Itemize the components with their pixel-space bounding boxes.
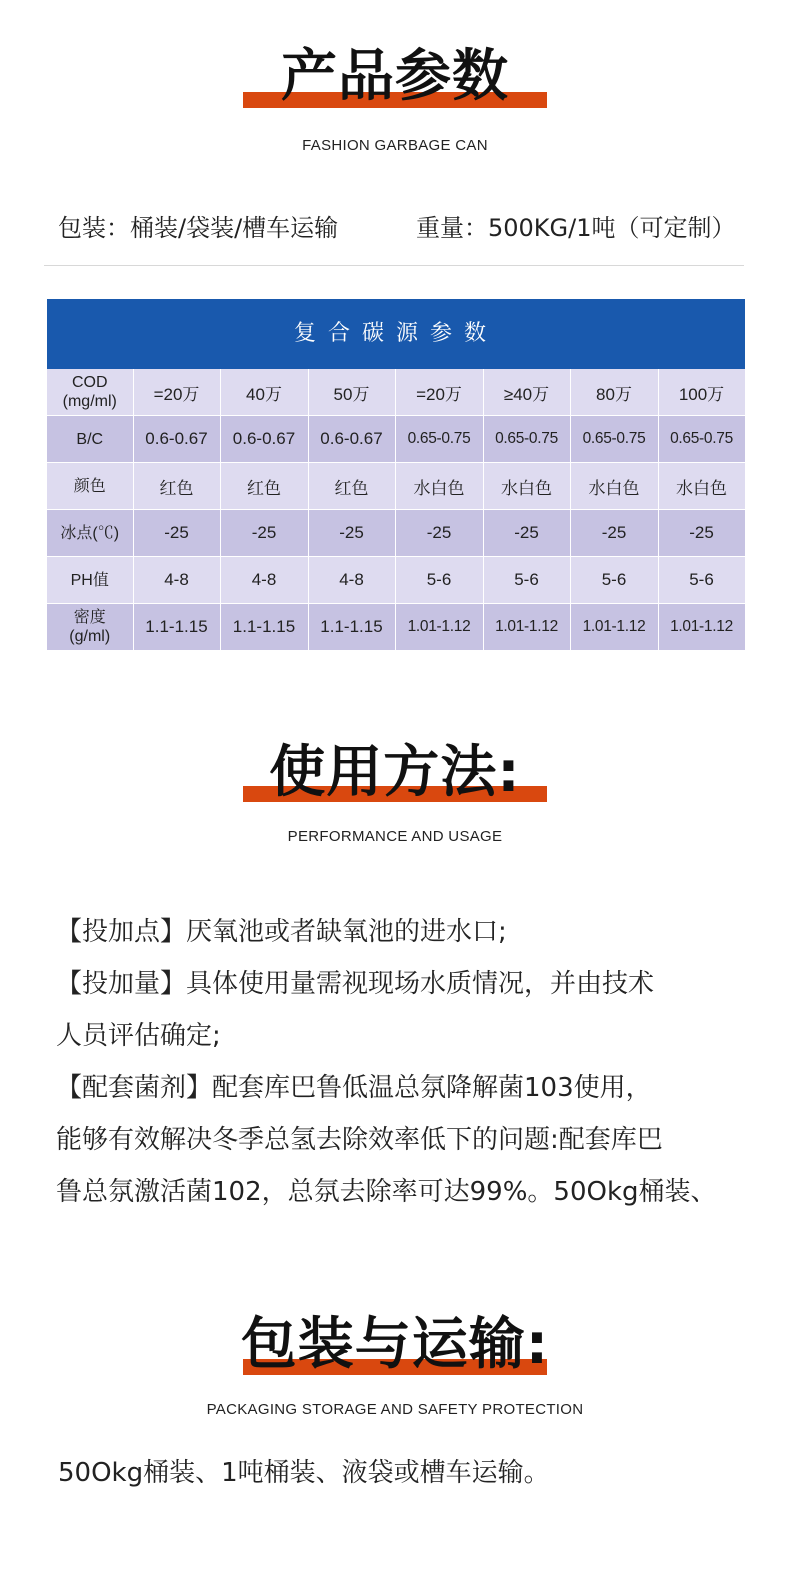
table-cell: 水白色: [395, 463, 483, 510]
row-label: [47, 604, 133, 651]
table-cell: 0.6-0.67: [308, 416, 395, 463]
packaging-text: 包装：桶装/袋装/槽车运输: [58, 214, 339, 242]
table-cell: 红色: [220, 463, 308, 510]
table-cell: =20万: [395, 369, 483, 416]
row-label-line: B/C: [76, 430, 104, 448]
table-cell: 1.1-1.15: [308, 604, 395, 651]
shipping-text: 50Okg桶装、1吨桶装、液袋或槽车运输。: [58, 1458, 550, 1488]
section-header-usage: [0, 738, 790, 845]
table-row: [47, 604, 745, 651]
packaging-info: [58, 208, 736, 243]
table-cell: 0.65-0.75: [483, 416, 570, 463]
row-label-line: COD: [71, 374, 108, 391]
row-label: [47, 416, 133, 463]
usage-line: 鲁总氛激活菌102，总氛去除率可达99%。50Okg桶装、: [56, 1177, 717, 1207]
table-cell: 水白色: [483, 463, 570, 510]
table-header: 复合碳源参数: [47, 299, 745, 369]
section-subtitle: FASHION GARBAGE CAN: [302, 137, 488, 154]
table-cell: 5-6: [658, 557, 745, 604]
usage-line: 能够有效解决冬季总氢去除效率低下的问题:配套库巴: [56, 1125, 663, 1155]
section-header-packaging: [0, 1310, 790, 1418]
usage-line: 人员评估确定;: [56, 1021, 221, 1051]
row-label-line: (mg/ml): [62, 393, 117, 410]
table-row: [47, 463, 745, 510]
table-cell: 1.01-1.12: [483, 604, 570, 651]
table-cell: 5-6: [570, 557, 658, 604]
table-cell: 0.65-0.75: [658, 416, 745, 463]
table-cell: 80万: [570, 369, 658, 416]
table-cell: -25: [570, 510, 658, 557]
section-title-wrap: [241, 1310, 549, 1380]
table-cell: =20万: [133, 369, 220, 416]
table-cell: 1.01-1.12: [570, 604, 658, 651]
row-label-line: 冰点(℃): [60, 524, 120, 542]
table-cell: 0.6-0.67: [220, 416, 308, 463]
section-subtitle: PERFORMANCE AND USAGE: [287, 828, 503, 845]
table-cell: 4-8: [220, 557, 308, 604]
usage-line: 【投加量】具体使用量需视现场水质情况，并由技术: [56, 969, 655, 999]
table-cell: 1.1-1.15: [133, 604, 220, 651]
table-cell: 5-6: [395, 557, 483, 604]
row-label-line: PH值: [70, 571, 109, 589]
table-cell: 50万: [308, 369, 395, 416]
table-cell: ≥40万: [483, 369, 570, 416]
usage-line: 【投加点】厌氧池或者缺氧池的进水口;: [56, 917, 507, 947]
row-label: [47, 369, 133, 416]
table-cell: 1.01-1.12: [658, 604, 745, 651]
table-cell: -25: [483, 510, 570, 557]
table-cell: -25: [220, 510, 308, 557]
section-subtitle: PACKAGING STORAGE AND SAFETY PROTECTION: [206, 1401, 584, 1418]
table-cell: 1.01-1.12: [395, 604, 483, 651]
row-label: [47, 557, 133, 604]
params-table-body: [47, 369, 746, 651]
section-title: 包装与运输:: [240, 1312, 550, 1377]
table-cell: 水白色: [658, 463, 745, 510]
table-row: [47, 416, 745, 463]
table-row: [47, 369, 745, 416]
table-cell: 红色: [133, 463, 220, 510]
table-cell: 1.1-1.15: [220, 604, 308, 651]
section-title: 产品参数: [281, 44, 509, 109]
table-cell: 0.65-0.75: [570, 416, 658, 463]
table-cell: 红色: [308, 463, 395, 510]
section-title: 使用方法:: [269, 740, 521, 805]
row-label-line: (g/ml): [69, 628, 111, 645]
section-title-wrap: [281, 42, 509, 112]
table-cell: 0.65-0.75: [395, 416, 483, 463]
table-cell: -25: [133, 510, 220, 557]
table-cell: 4-8: [308, 557, 395, 604]
section-title-wrap: [269, 738, 520, 808]
weight-text: 重量：500KG/1吨（可定制）: [416, 214, 736, 242]
table-cell: -25: [658, 510, 745, 557]
table-cell: 水白色: [570, 463, 658, 510]
table-cell: -25: [395, 510, 483, 557]
table-cell: -25: [308, 510, 395, 557]
table-cell: 4-8: [133, 557, 220, 604]
table-cell: 0.6-0.67: [133, 416, 220, 463]
row-label-line: 颜色: [73, 477, 106, 495]
section-header-product-params: [0, 42, 790, 154]
table-row: [47, 557, 745, 604]
table-row: [47, 510, 745, 557]
row-label: [47, 463, 133, 510]
usage-line: 【配套菌剂】配套库巴鲁低温总氛降解菌103使用，: [56, 1073, 652, 1103]
usage-text-block: [56, 906, 790, 1218]
params-table: [47, 299, 745, 651]
row-label-line: 密度: [73, 609, 106, 626]
table-cell: 5-6: [483, 557, 570, 604]
table-cell: 100万: [658, 369, 745, 416]
table-cell: 40万: [220, 369, 308, 416]
row-label: [47, 510, 133, 557]
divider: [44, 265, 744, 266]
